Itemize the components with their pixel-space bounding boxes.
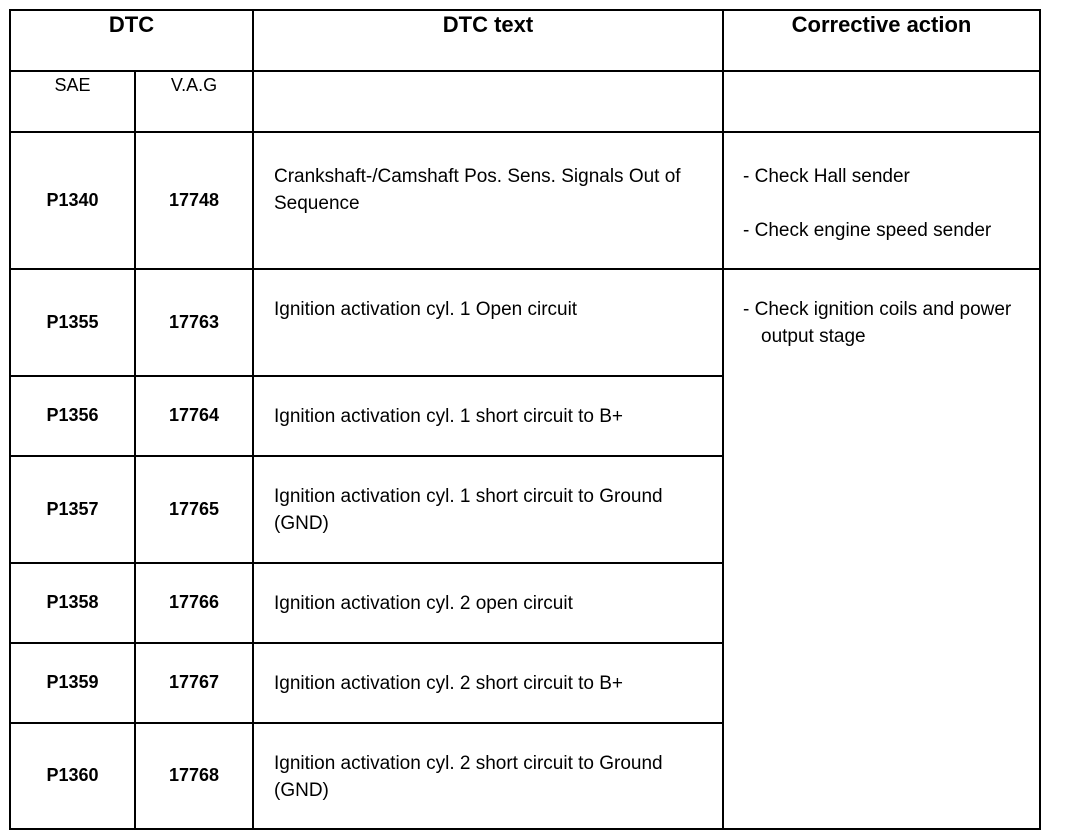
grid-line: [9, 828, 1041, 830]
dtc-text: Ignition activation cyl. 1 short circuit to Ground (GND): [274, 486, 663, 534]
corrective-action-item: - Check Hall sender: [743, 166, 910, 187]
sae-code: P1359: [46, 672, 99, 692]
grid-line: [9, 268, 1041, 270]
sae-code: P1340: [46, 190, 99, 210]
vag-code: 17763: [168, 312, 220, 332]
sae-code: P1360: [46, 765, 99, 785]
grid-line: [9, 562, 724, 564]
dtc-text: Ignition activation cyl. 2 short circuit to Ground (GND): [274, 753, 663, 801]
vag-code: 17766: [168, 592, 220, 612]
sae-code: P1358: [46, 592, 99, 612]
corrective-action-item: - Check engine speed sender: [743, 220, 992, 241]
vag-code: 17767: [168, 672, 220, 692]
dtc-text: Ignition activation cyl. 1 short circuit to B+: [274, 406, 624, 427]
vag-code: 17765: [168, 499, 220, 519]
dtc-text: Ignition activation cyl. 1 Open circuit: [274, 299, 578, 320]
header-dtc-text: DTC text: [442, 12, 534, 37]
grid-line: [722, 9, 724, 830]
grid-line: [9, 722, 724, 724]
header-corrective-action: Corrective action: [791, 12, 972, 37]
grid-line: [134, 70, 136, 830]
grid-line: [1039, 9, 1041, 830]
subheader-sae: SAE: [54, 75, 91, 95]
subheader-vag: V.A.G: [170, 75, 218, 95]
dtc-text: Crankshaft-/Camshaft Pos. Sens. Signals Out of Sequence: [274, 166, 681, 214]
grid-line: [9, 642, 724, 644]
grid-line: [9, 131, 1041, 133]
dtc-text: Ignition activation cyl. 2 open circuit: [274, 593, 573, 614]
header-dtc: DTC: [108, 12, 155, 37]
sae-code: P1355: [46, 312, 99, 332]
grid-line: [9, 455, 724, 457]
vag-code: 17764: [168, 405, 220, 425]
dtc-text: Ignition activation cyl. 2 short circuit to B+: [274, 673, 624, 694]
sae-code: P1357: [46, 499, 99, 519]
sae-code: P1356: [46, 405, 99, 425]
grid-line: [252, 9, 254, 830]
vag-code: 17748: [168, 190, 220, 210]
vag-code: 17768: [168, 765, 220, 785]
corrective-action-item: - Check ignition coils and power output stage: [743, 299, 1012, 347]
grid-line: [9, 375, 724, 377]
